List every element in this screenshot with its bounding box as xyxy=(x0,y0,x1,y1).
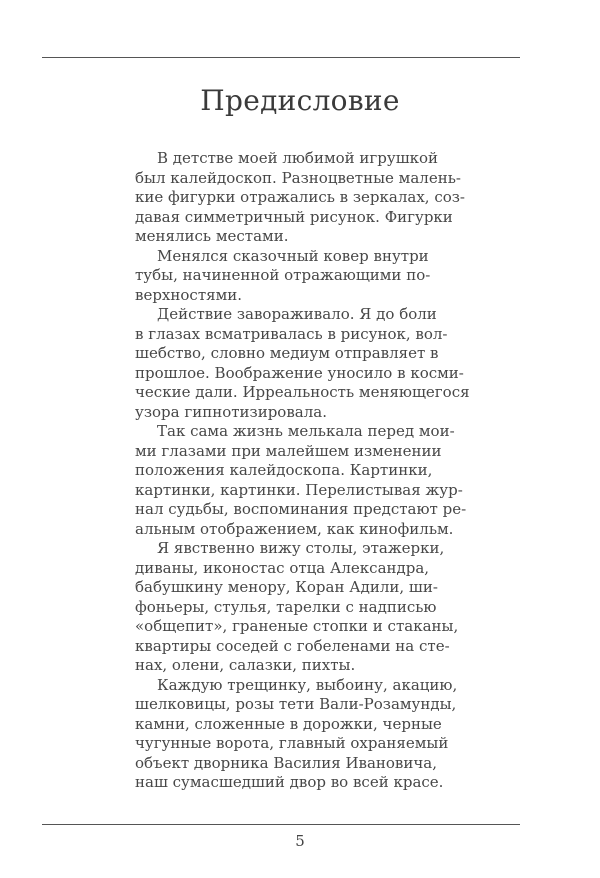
body-text xyxy=(135,149,470,793)
text-line: нах, олени, салазки, пихты. xyxy=(135,656,356,674)
text-line: квартиры соседей с гобеленами на сте- xyxy=(135,636,450,655)
text-line: камни, сложенные в дорожки, черные xyxy=(135,714,442,733)
text-line: Я явственно вижу столы, этажерки, xyxy=(157,539,445,557)
paragraph xyxy=(135,422,467,539)
text-line: диваны, иконостас отца Александра, xyxy=(135,558,430,577)
text-line: тубы, начиненной отражающими по- xyxy=(135,266,431,284)
text-line: В детстве моей любимой игрушкой xyxy=(157,149,439,167)
text-line: ческие дали. Ирреальность меняющегося xyxy=(135,383,470,401)
text-line: объект дворника Василия Ивановича, xyxy=(135,753,438,772)
text-line: чугунные ворота, главный охраняемый xyxy=(135,734,449,752)
text-line: верхностями. xyxy=(135,285,243,304)
text-line: был калейдоскоп. Разноцветные малень- xyxy=(135,168,461,187)
text-line: шелковицы, розы тети Вали-Розамунды, xyxy=(135,695,457,713)
text-line: в глазах всматривалась в рисунок, вол- xyxy=(135,324,448,343)
text-line: бабушкину менору, Коран Адили, ши- xyxy=(135,578,438,596)
footer-rule xyxy=(42,824,520,825)
header-rule xyxy=(42,57,520,58)
text-line: положения калейдоскопа. Картинки, xyxy=(135,461,433,479)
paragraph xyxy=(135,149,465,247)
paragraph xyxy=(135,539,459,676)
text-line: нал судьбы, воспоминания предстают ре- xyxy=(135,500,467,518)
text-line: Так сама жизнь мелькала перед мои- xyxy=(157,422,455,440)
text-line: узора гипнотизировала. xyxy=(135,402,327,421)
text-line: прошлое. Воображение уносило в косми- xyxy=(135,363,464,382)
page-number: 5 xyxy=(295,832,305,850)
text-line: альным отображением, как кинофильм. xyxy=(135,519,454,538)
text-line: Менялся сказочный ковер внутри xyxy=(157,246,429,265)
text-line: наш сумасшедший двор во всей красе. xyxy=(135,773,444,791)
paragraph xyxy=(135,305,470,422)
text-line: давая симметричный рисунок. Фигурки xyxy=(135,207,453,226)
text-line: картинки, картинки. Перелистывая жур- xyxy=(135,480,463,499)
text-line: «общепит», граненые стопки и стаканы, xyxy=(135,617,459,635)
page-title: Предисловие xyxy=(200,84,400,117)
text-line: Действие завораживало. Я до боли xyxy=(157,305,437,323)
text-line: шебство, словно медиум отправляет в xyxy=(135,344,439,362)
paragraph xyxy=(135,675,458,793)
text-line: кие фигурки отражались в зеркалах, соз- xyxy=(135,188,465,206)
text-line: Каждую трещинку, выбоину, акацию, xyxy=(157,675,458,694)
text-line: менялись местами. xyxy=(135,227,289,245)
paragraph xyxy=(135,246,431,306)
text-line: ми глазами при малейшем изменении xyxy=(135,441,442,460)
text-line: фоньеры, стулья, тарелки с надписью xyxy=(135,597,437,616)
